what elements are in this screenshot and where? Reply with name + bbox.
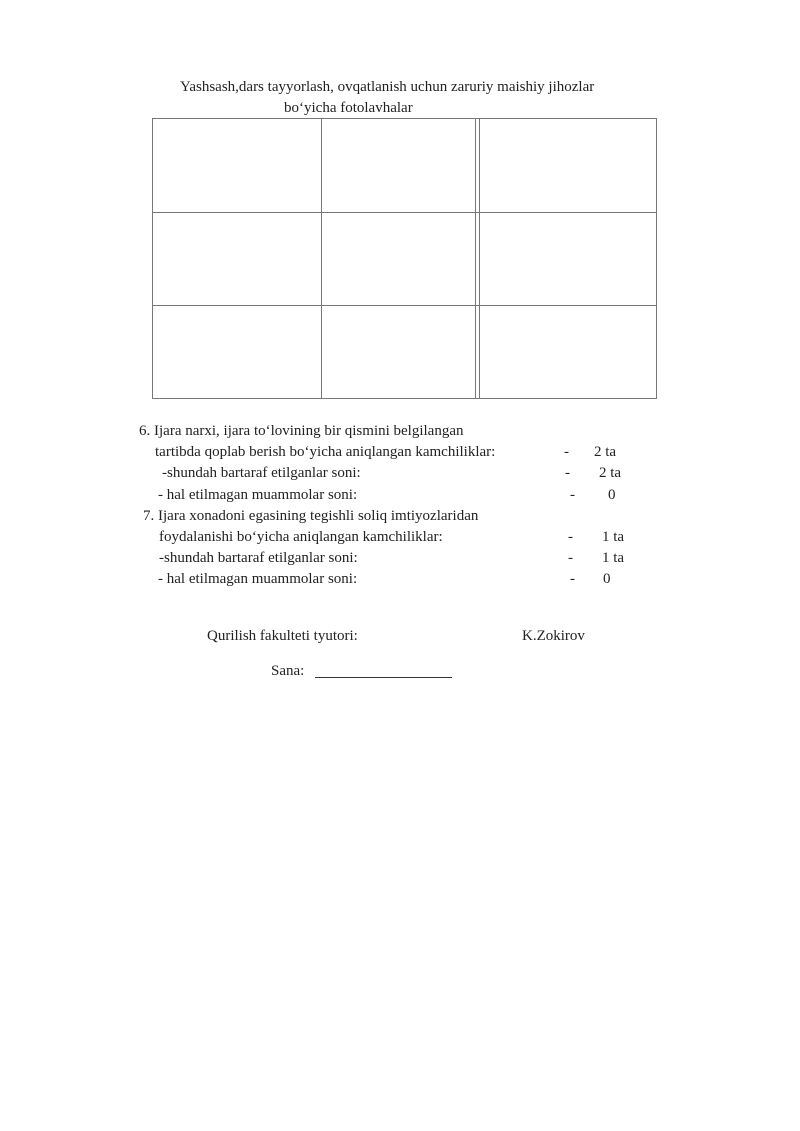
photo-cell	[480, 119, 656, 212]
photo-cell	[480, 213, 656, 305]
section7-shortcomings-value: 1 ta	[602, 529, 625, 545]
photo-cell	[322, 119, 475, 212]
section7-resolved-value: 1 ta	[602, 550, 625, 566]
section6-resolved-label: -shundah bartaraf etilganlar soni:	[162, 465, 361, 481]
photo-cell	[153, 213, 321, 305]
photo-cell	[480, 306, 656, 398]
section6-unresolved-dash: -	[570, 487, 575, 503]
section7-resolved-label: -shundah bartaraf etilganlar soni:	[159, 550, 358, 566]
section6-unresolved-label: - hal etilmagan muammolar soni:	[158, 487, 358, 503]
section6-heading: 6. Ijara narxi, ijara to‘lovining bir qismini belgilangan	[139, 423, 464, 439]
section7-heading: 7. Ijara xonadoni egasining tegishli soliq imtiyozlaridan	[143, 508, 479, 524]
document-title-line1: Yashsash,dars tayyorlash, ovqatlanish uchun zaruriy maishiy jihozlar	[180, 79, 595, 95]
section7-shortcomings-dash: -	[568, 529, 573, 545]
date-blank-line	[315, 677, 452, 678]
section7-unresolved-label: - hal etilmagan muammolar soni:	[158, 571, 358, 587]
section6-shortcomings-value: 2 ta	[594, 444, 617, 460]
date-label: Sana:	[271, 663, 305, 679]
signature-name: K.Zokirov	[522, 628, 585, 644]
photo-cell	[153, 306, 321, 398]
photo-cell	[322, 213, 475, 305]
section6-resolved-value: 2 ta	[599, 465, 622, 481]
photo-cell	[153, 119, 321, 212]
section7-shortcomings-label: foydalanishi bo‘yicha aniqlangan kamchiliklar:	[159, 529, 443, 545]
section7-unresolved-value: 0	[603, 571, 611, 587]
section7-resolved-dash: -	[568, 550, 573, 566]
section6-shortcomings-dash: -	[564, 444, 569, 460]
photo-grid	[152, 118, 657, 399]
section7-unresolved-dash: -	[570, 571, 575, 587]
section6-shortcomings-label: tartibda qoplab berish bo‘yicha aniqlangan kamchiliklar:	[155, 444, 496, 460]
document-title-line2: bo‘yicha fotolavhalar	[284, 100, 413, 116]
grid-divider-vertical	[475, 119, 476, 398]
signature-role: Qurilish fakulteti tyutori:	[207, 628, 358, 644]
section6-resolved-dash: -	[565, 465, 570, 481]
photo-cell	[322, 306, 475, 398]
section6-unresolved-value: 0	[608, 487, 616, 503]
